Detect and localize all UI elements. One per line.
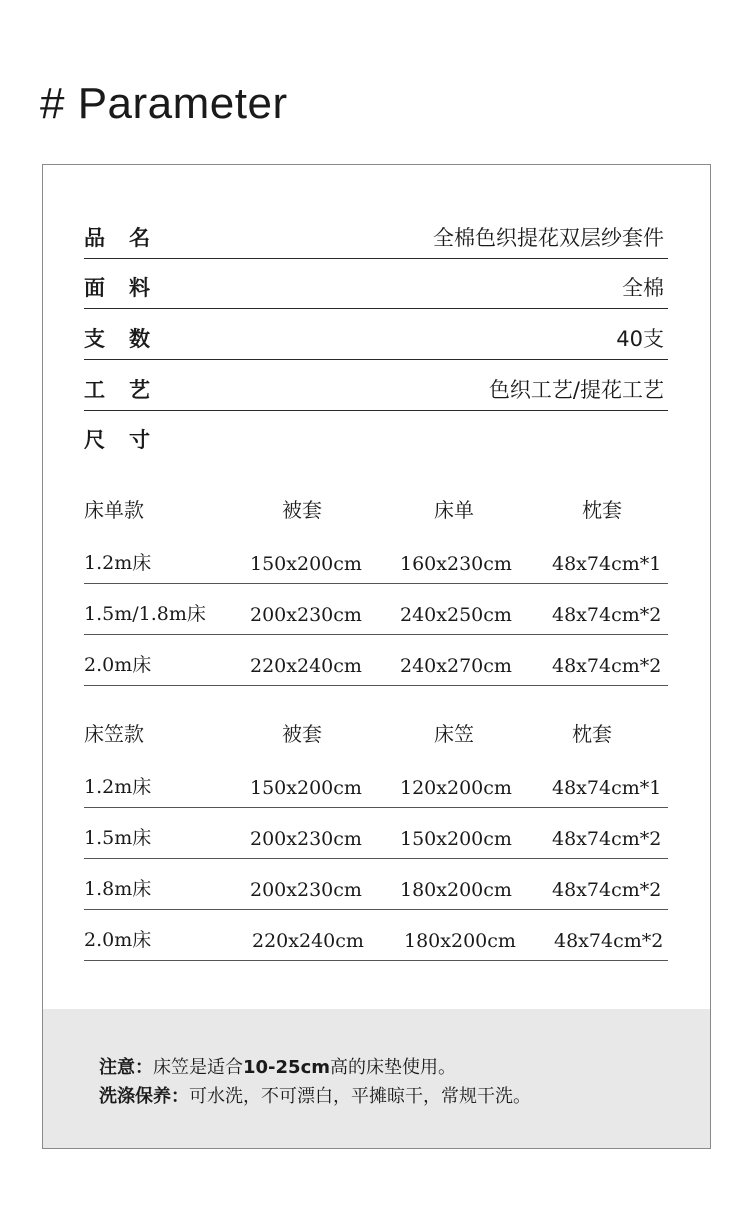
wash-care-note: [99, 1082, 531, 1108]
spec-value: 40支: [616, 327, 664, 351]
spec-row-size: [84, 410, 668, 460]
spec-label: 工艺: [84, 378, 174, 402]
table-cell: 200x230cm: [250, 828, 362, 850]
table-header-row: [84, 707, 668, 757]
table-row: [84, 808, 668, 859]
spec-value: 全棉: [622, 276, 664, 300]
sheet-size-table: [84, 483, 668, 686]
table-cell: 120x200cm: [400, 777, 512, 799]
table-cell: 48x74cm*1: [552, 777, 662, 799]
table-cell: 150x200cm: [400, 828, 512, 850]
note-text: 床笠是适合: [153, 1057, 243, 1078]
table-cell: 48x74cm*2: [554, 930, 664, 952]
table-cell: 1.2m床: [84, 776, 152, 798]
table-cell: 200x230cm: [250, 879, 362, 901]
table-cell: 1.5m床: [84, 827, 152, 849]
table-cell: 220x240cm: [250, 655, 362, 677]
table-header-cell: 床单: [434, 498, 474, 522]
table-cell: 180x200cm: [400, 879, 512, 901]
table-cell: 240x250cm: [400, 604, 512, 626]
table-cell: 180x200cm: [404, 930, 516, 952]
table-header-cell: 枕套: [572, 722, 612, 746]
spec-row-fabric: [84, 258, 668, 309]
spec-value: 全棉色织提花双层纱套件: [433, 226, 664, 250]
mattress-note: [99, 1053, 456, 1079]
wash-label: 洗涤保养：: [99, 1086, 189, 1107]
table-cell: 48x74cm*1: [552, 553, 662, 575]
table-cell: 48x74cm*2: [552, 604, 662, 626]
table-header-cell: 床笠: [434, 722, 474, 746]
table-cell: 200x230cm: [250, 604, 362, 626]
table-header-cell: 枕套: [582, 498, 622, 522]
spec-label: 尺寸: [84, 428, 174, 452]
table-cell: 160x230cm: [400, 553, 512, 575]
table-header-cell: 床单款: [84, 498, 144, 522]
spec-label: 支数: [84, 327, 174, 351]
table-row: [84, 859, 668, 910]
spec-row-craft: [84, 360, 668, 411]
table-row: [84, 533, 668, 584]
table-header-cell: 被套: [282, 722, 322, 746]
wash-text: 可水洗，不可漂白，平摊晾干，常规干洗。: [189, 1086, 531, 1107]
table-cell: 1.8m床: [84, 878, 152, 900]
spec-label: 品名: [84, 226, 174, 250]
spec-label: 面料: [84, 276, 174, 300]
table-row: [84, 584, 668, 635]
table-cell: 240x270cm: [400, 655, 512, 677]
table-cell: 48x74cm*2: [552, 655, 662, 677]
table-cell: 1.2m床: [84, 552, 152, 574]
fitted-size-table: [84, 707, 668, 961]
spec-row-count: [84, 309, 668, 360]
table-cell: 220x240cm: [252, 930, 364, 952]
spec-row-name: [84, 208, 668, 259]
table-cell: 150x200cm: [250, 553, 362, 575]
table-header-cell: 床笠款: [84, 722, 144, 746]
table-cell: 48x74cm*2: [552, 879, 662, 901]
note-label: 注意：: [99, 1057, 153, 1078]
table-row: [84, 757, 668, 808]
table-row: [84, 635, 668, 686]
table-cell: 2.0m床: [84, 929, 152, 951]
table-cell: 2.0m床: [84, 654, 152, 676]
table-cell: 1.5m/1.8m床: [84, 603, 206, 625]
table-header-cell: 被套: [282, 498, 322, 522]
spec-value: 色织工艺/提花工艺: [488, 378, 664, 402]
page-title: # Parameter: [40, 79, 288, 128]
note-text: 高的床垫使用。: [330, 1057, 456, 1078]
note-highlight: 10-25cm: [243, 1057, 330, 1078]
table-cell: 150x200cm: [250, 777, 362, 799]
table-header-row: [84, 483, 668, 533]
table-cell: 48x74cm*2: [552, 828, 662, 850]
care-notes-panel: [43, 1009, 710, 1148]
table-row: [84, 910, 668, 961]
